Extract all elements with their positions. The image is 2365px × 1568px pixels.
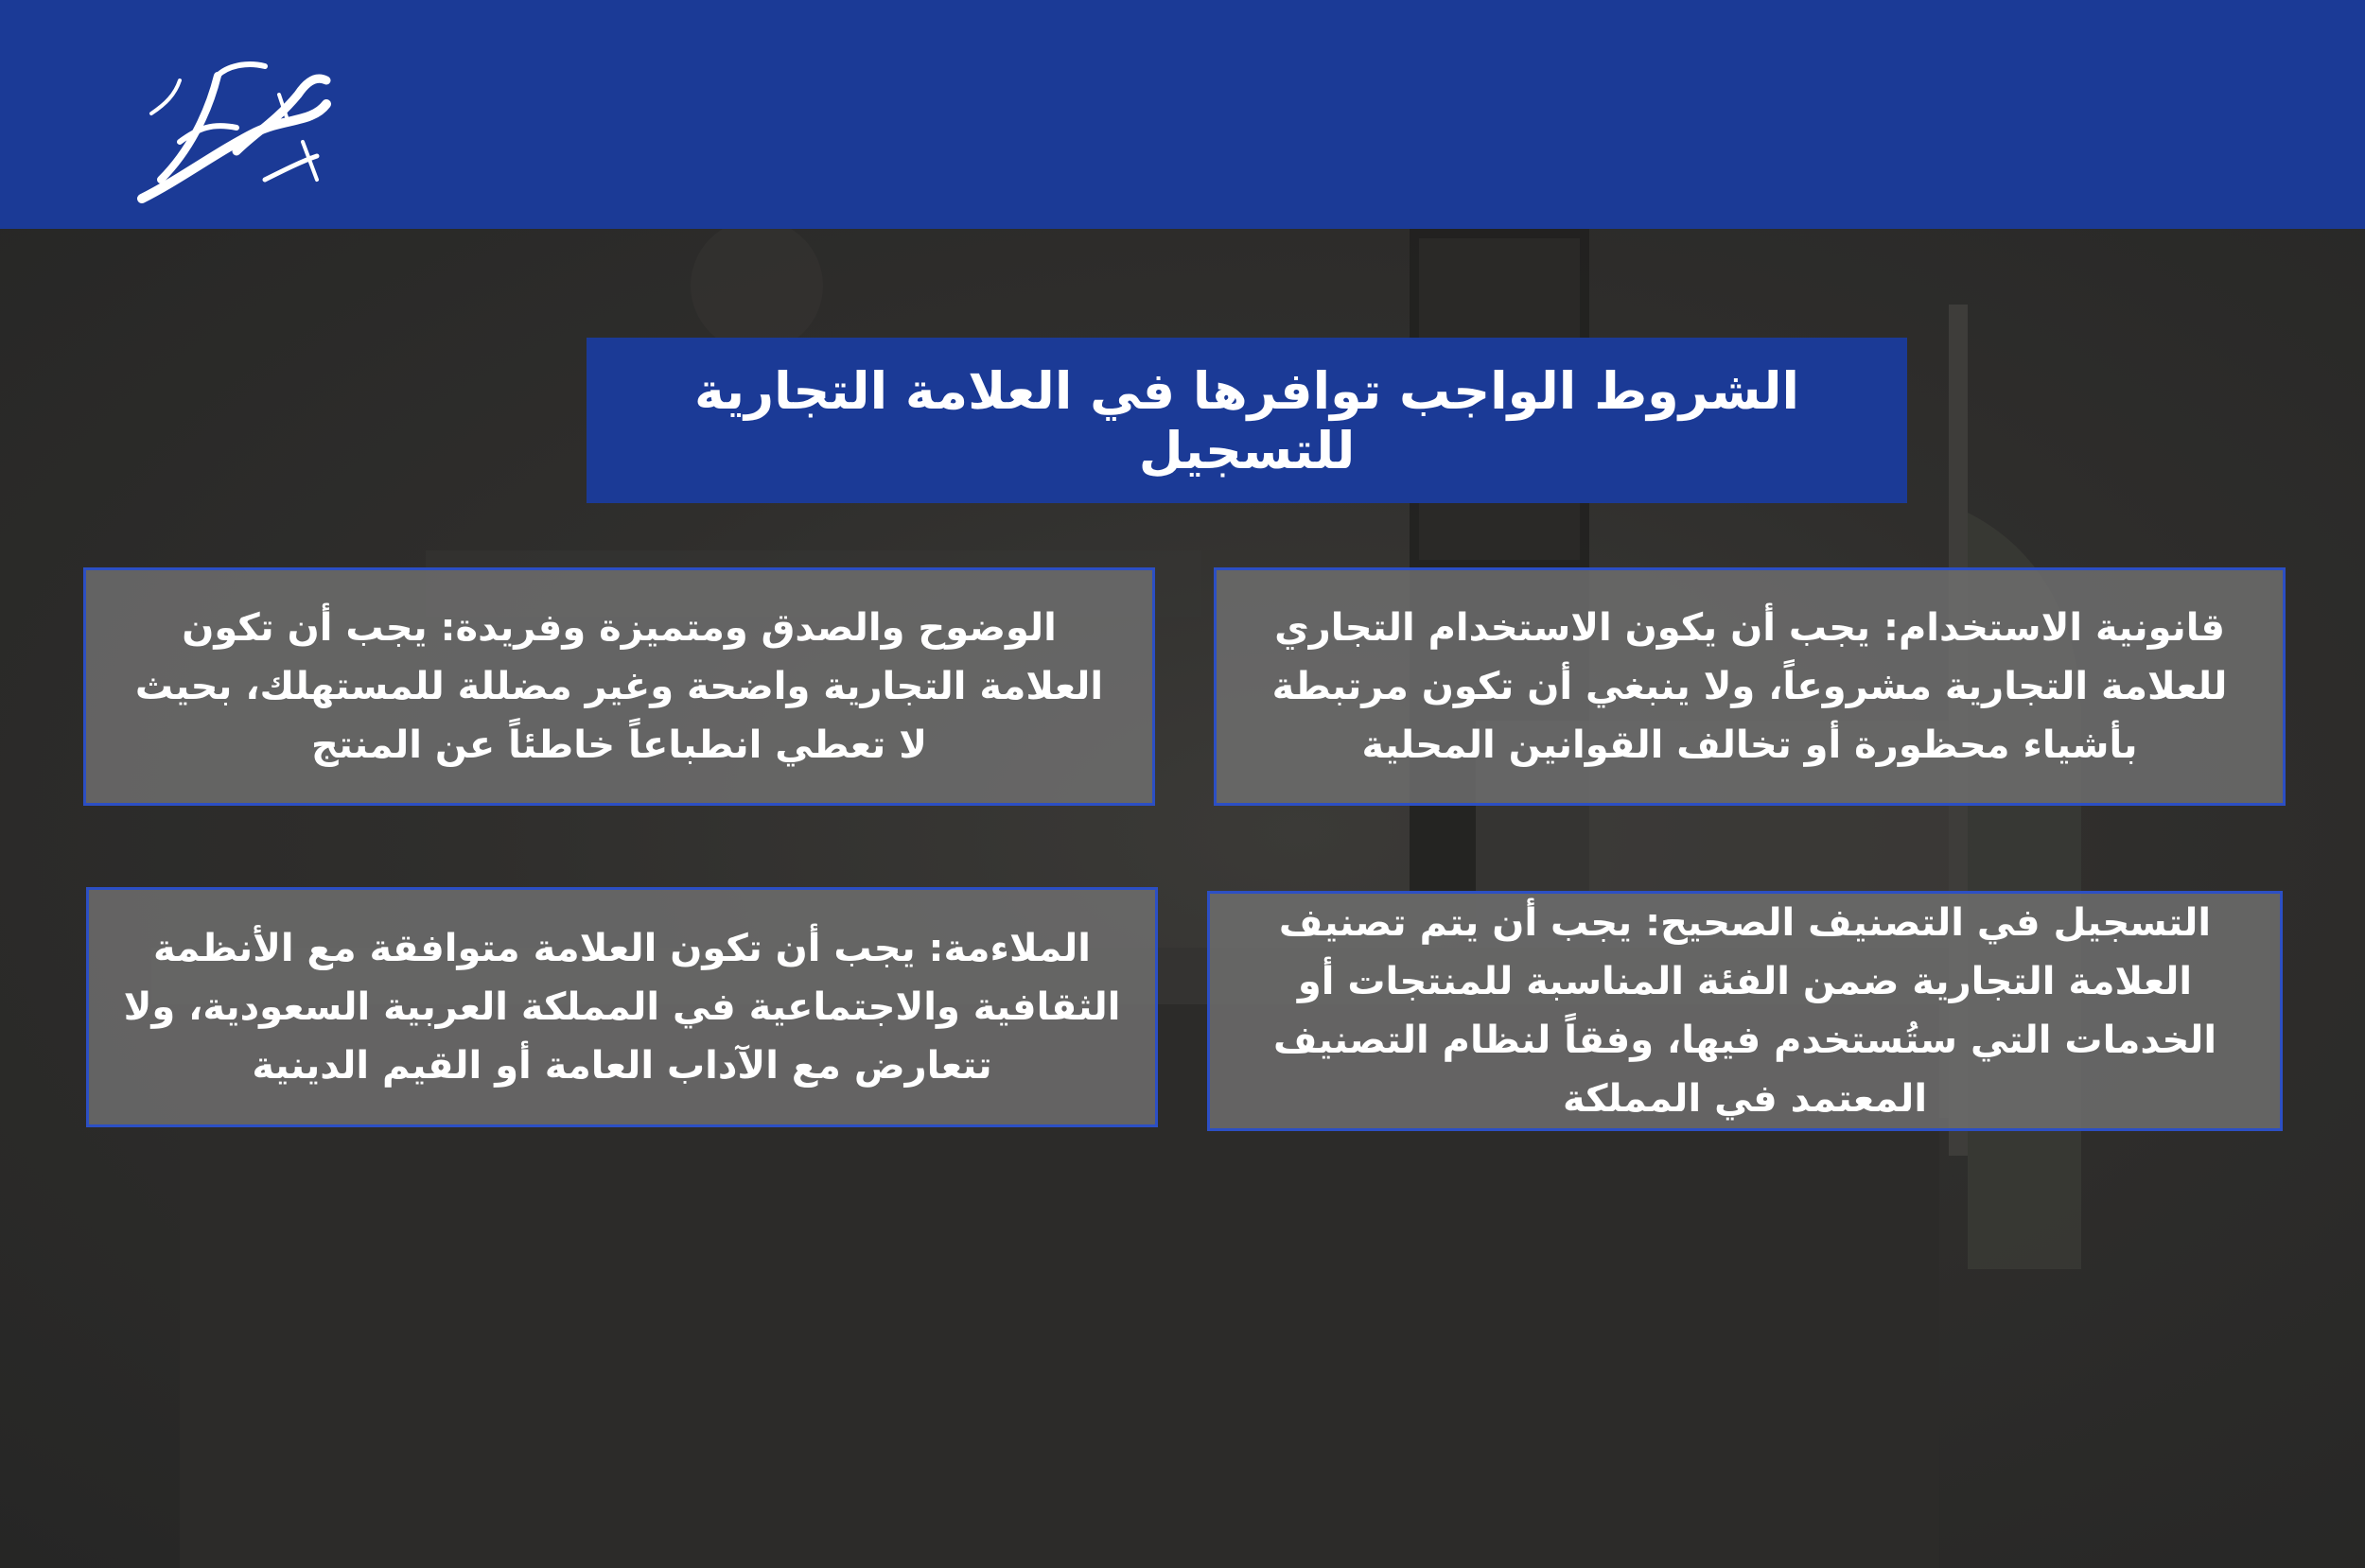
card-text: الملاءمة: يجب أن تكون العلامة متوافقة مع الأنظمة الثقافية والاجتماعية في المملكة العربية السعودية، ولا تتعارض مع الآداب العامة أو القيم الدينية: [123, 927, 1121, 1088]
page-title: الشروط الواجب توافرها في العلامة التجارية للتسجيل: [693, 360, 1800, 480]
card-text: التسجيل في التصنيف الصحيح: يجب أن يتم تصنيف العلامة التجارية ضمن الفئة المناسبة للمنتجات أو الخدمات التي ستُستخدم فيها، وفقاً لنظام التصنيف المعتمد في المملكة: [1272, 901, 2217, 1121]
condition-card-clarity: [83, 567, 1155, 806]
card-text: الوضوح والصدق ومتميزة وفريدة: يجب أن تكون العلامة التجارية واضحة وغير مضللة للمستهلك، بحيث لا تعطي انطباعاً خاطئاً عن المنتج: [134, 606, 1104, 767]
calligraphy-logo-icon: [123, 38, 341, 208]
title-banner: [587, 338, 1907, 503]
condition-card-classification: [1207, 891, 2283, 1131]
header-bar: [0, 0, 2365, 229]
condition-card-suitability: [86, 887, 1158, 1127]
card-text: قانونية الاستخدام: يجب أن يكون الاستخدام التجاري للعلامة التجارية مشروعاً، ولا ينبغي أن تكون مرتبطة بأشياء محظورة أو تخالف القوانين المحلية: [1271, 606, 2228, 767]
condition-card-legal-use: [1214, 567, 2286, 806]
